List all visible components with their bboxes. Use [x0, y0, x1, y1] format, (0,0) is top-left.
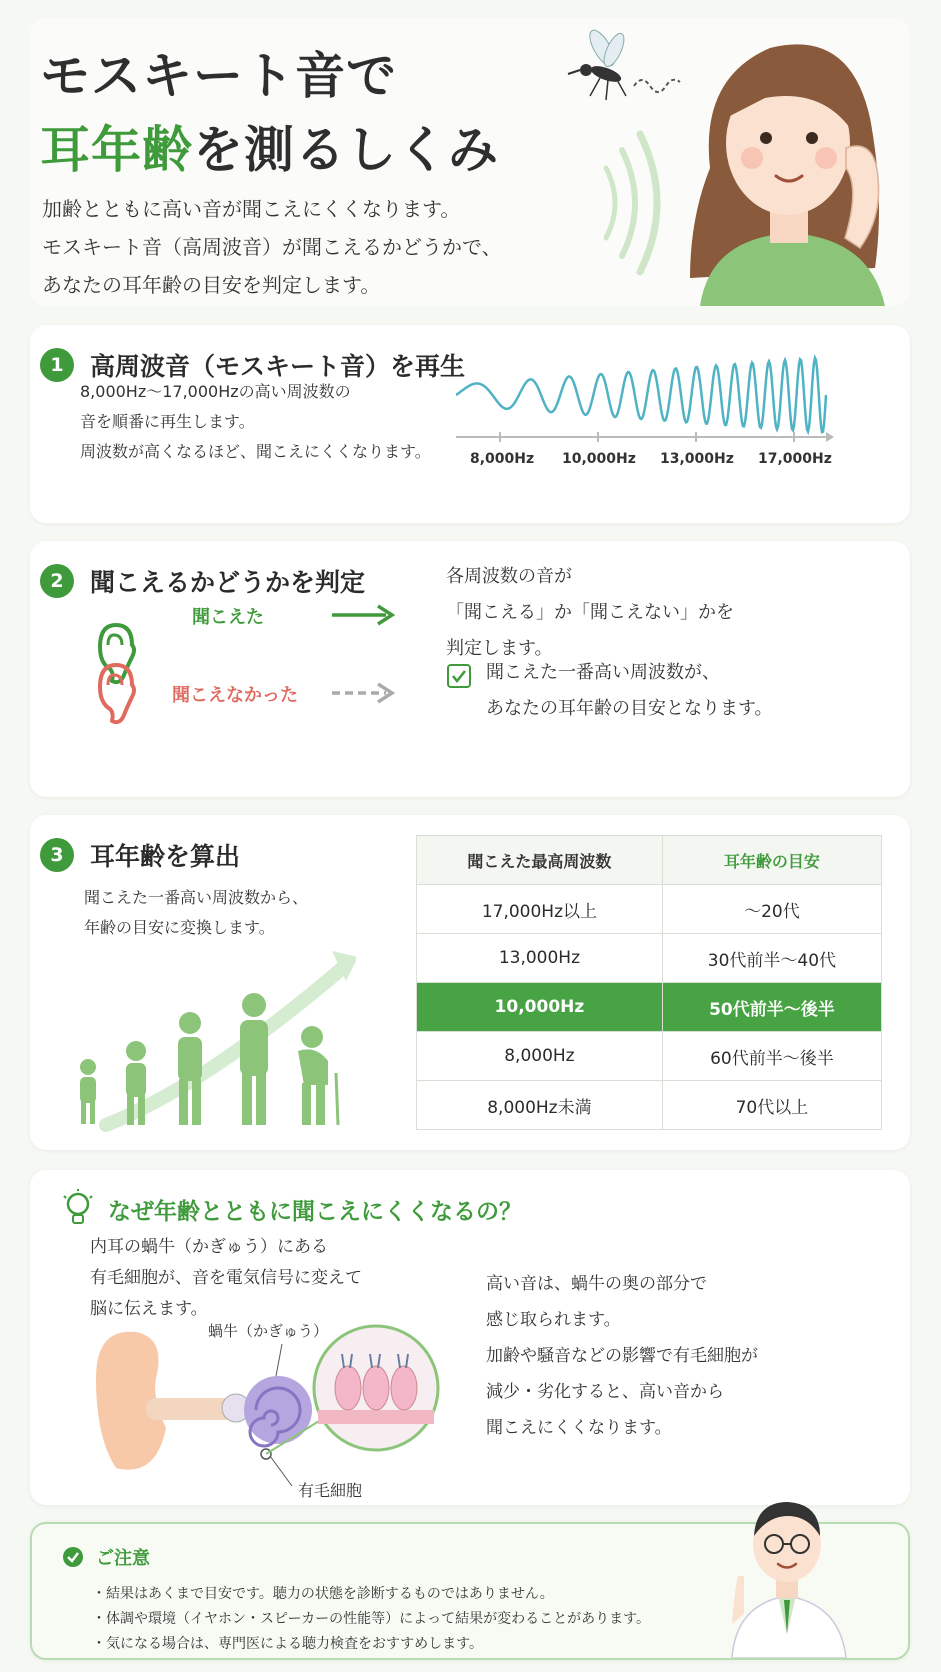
table-row	[417, 934, 882, 983]
step2-text-line: 判定します。	[446, 638, 553, 659]
why-left-line: 脳に伝えます。	[90, 1299, 208, 1319]
notice-list	[92, 1582, 650, 1657]
frequency-age-table	[416, 835, 882, 1130]
dashed-arrow-right-icon	[330, 681, 398, 705]
table-cell: 8,000Hz未満	[417, 1081, 663, 1130]
arrow-right-icon	[330, 603, 398, 627]
step2-header	[40, 563, 365, 599]
step-number-badge: 2	[40, 564, 74, 598]
why-header	[60, 1188, 522, 1230]
table-row	[417, 1081, 882, 1130]
why-left-line: 有毛細胞が、音を電気信号に変えて	[90, 1268, 362, 1288]
why-right-line: 感じ取られます。	[486, 1310, 621, 1330]
why-section	[30, 1170, 910, 1505]
why-left-text	[90, 1232, 362, 1325]
mosquito-icon	[550, 26, 690, 106]
step3-text	[84, 883, 308, 943]
table-cell: 17,000Hz以上	[417, 885, 663, 934]
step1-text-line: 周波数が高くなるほど、聞こえにくくなります。	[80, 442, 431, 461]
hero-description	[42, 190, 502, 304]
step3-text-line: 聞こえた一番高い周波数から、	[84, 888, 309, 907]
table-cell: 8,000Hz	[417, 1032, 663, 1081]
check-circle-icon	[62, 1546, 84, 1568]
step2-result-line: 聞こえた一番高い周波数が、	[486, 662, 720, 683]
hero-desc-line: モスキート音（高周波音）が聞こえるかどうかで、	[42, 235, 502, 259]
chirp-wave-line	[456, 358, 826, 432]
title-rest: を測るしくみ	[193, 121, 499, 179]
ear-icon-red	[94, 659, 142, 727]
why-right-line: 加齢や騒音などの影響で有毛細胞が	[486, 1346, 758, 1366]
table-header: 耳年齢の目安	[662, 836, 881, 885]
axis-label: 8,000Hz	[470, 451, 535, 467]
step-number-badge: 1	[40, 348, 74, 382]
heard-label: 聞こえた	[192, 607, 264, 628]
notice-title: ご注意	[96, 1548, 150, 1569]
why-right-line: 減少・劣化すると、高い音から	[486, 1382, 724, 1402]
notice-section	[30, 1522, 910, 1660]
hero-desc-line: あなたの耳年齢の目安を判定します。	[42, 273, 381, 297]
frequency-axis	[456, 429, 836, 445]
step1-text-line: 音を順番に再生します。	[80, 412, 255, 431]
page-title-line2	[40, 110, 499, 182]
aging-people-illustration	[66, 945, 356, 1145]
table-header-row	[417, 836, 882, 885]
step2-result-text	[486, 655, 773, 727]
why-title: なぜ年齢とともに聞こえにくくなるの？	[108, 1198, 522, 1225]
step2-section	[30, 541, 910, 797]
table-cell: 60代前半〜後半	[662, 1032, 881, 1081]
notice-item: ・ 体調や環境（イヤホン・スピーカーの性能等）によって結果が変わることがあります。	[92, 1607, 650, 1632]
step2-text-line: 「聞こえる」か「聞こえない」かを	[446, 602, 734, 623]
page-title-line1: モスキート音で	[40, 47, 397, 105]
table-header: 聞こえた最高周波数	[417, 836, 663, 885]
table-cell: 70代以上	[662, 1081, 881, 1130]
table-cell: 50代前半〜後半	[662, 983, 881, 1032]
cochlea-label: 蝸牛（かぎゅう）	[208, 1322, 329, 1340]
step3-text-line: 年齢の目安に変換します。	[84, 918, 275, 937]
woman-listening-illustration	[670, 18, 910, 306]
notice-header	[62, 1544, 150, 1570]
title-highlight: 耳年齢	[40, 121, 193, 179]
axis-label: 17,000Hz	[758, 451, 832, 467]
step2-result-line: あなたの耳年齢の目安となります。	[486, 698, 773, 719]
inner-ear-illustration	[86, 1318, 446, 1498]
step1-title: 高周波音（モスキート音）を再生	[90, 352, 466, 381]
hero-section	[30, 18, 910, 306]
why-right-line: 聞こえにくくなります。	[486, 1418, 672, 1438]
axis-label: 13,000Hz	[660, 451, 734, 467]
table-cell: 10,000Hz	[417, 983, 663, 1032]
step3-title: 耳年齢を算出	[90, 842, 241, 871]
why-right-line: 高い音は、蝸牛の奥の部分で	[486, 1274, 707, 1294]
notice-item: ・ 結果はあくまで目安です。聴力の状態を診断するものではありません。	[92, 1582, 650, 1607]
doctor-illustration	[712, 1484, 862, 1658]
notice-item: ・ 気になる場合は、専門医による聴力検査をおすすめします。	[92, 1632, 650, 1657]
not-heard-label: 聞こえなかった	[172, 685, 298, 706]
table-row	[417, 885, 882, 934]
step2-text-line: 各周波数の音が	[446, 566, 572, 587]
step1-section	[30, 325, 910, 523]
step-number-badge: 3	[40, 838, 74, 872]
table-cell: 〜20代	[662, 885, 881, 934]
sound-wave-icon	[596, 128, 666, 278]
table-cell: 13,000Hz	[417, 934, 663, 983]
table-row-highlighted	[417, 983, 882, 1032]
step3-section	[30, 815, 910, 1150]
hero-desc-line: 加齢とともに高い音が聞こえにくくなります。	[42, 197, 461, 221]
table-cell: 30代前半〜40代	[662, 934, 881, 983]
why-left-line: 内耳の蝸牛（かぎゅう）にある	[90, 1237, 328, 1257]
lightbulb-icon	[60, 1188, 96, 1230]
step2-text	[446, 559, 734, 667]
step3-header	[40, 837, 240, 873]
step1-text	[80, 377, 431, 467]
axis-label: 10,000Hz	[562, 451, 636, 467]
step1-text-line: 8,000Hz〜17,000Hzの高い周波数の	[80, 382, 351, 401]
why-right-text	[486, 1266, 758, 1446]
hair-cell-label: 有毛細胞	[298, 1481, 363, 1500]
checkbox-icon	[446, 663, 472, 689]
step2-title: 聞こえるかどうかを判定	[90, 568, 366, 597]
table-row	[417, 1032, 882, 1081]
